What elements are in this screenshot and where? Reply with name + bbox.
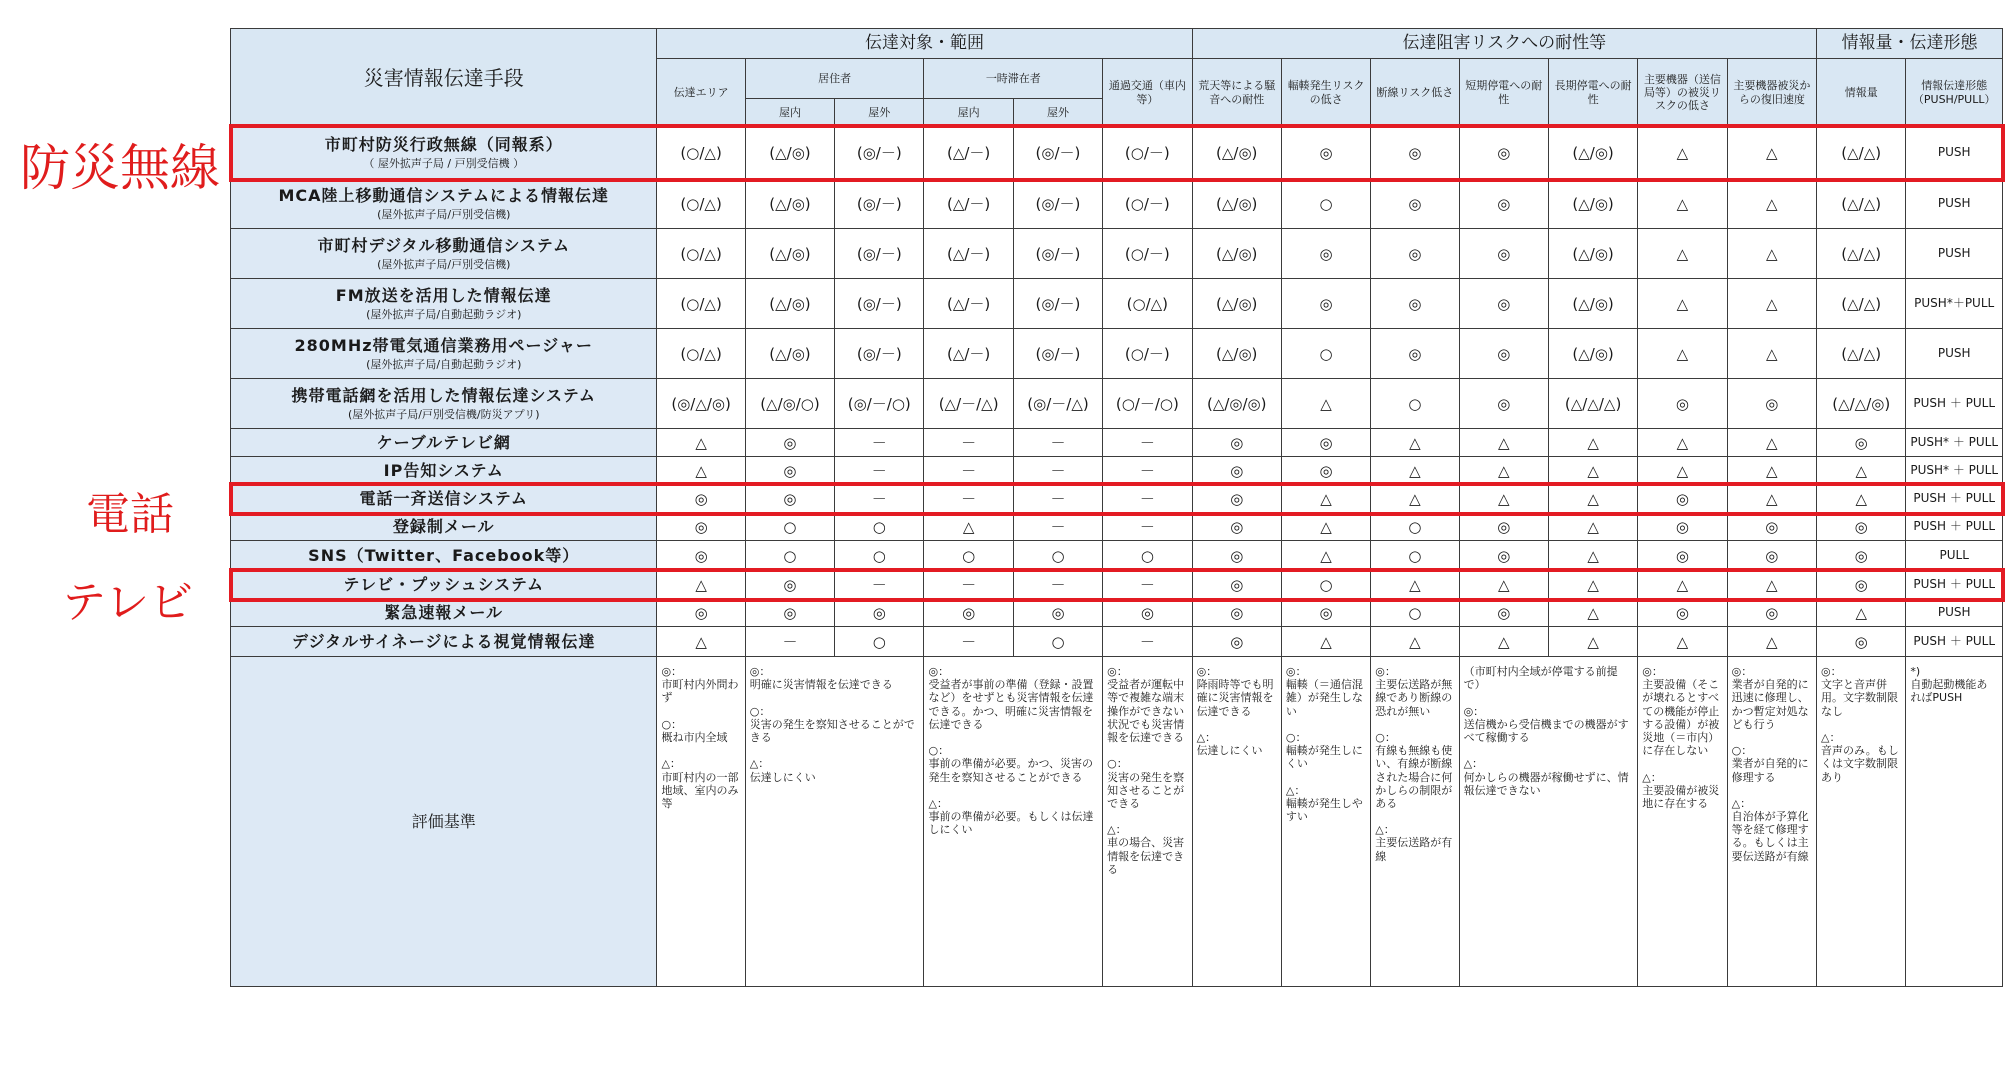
table-row [231,599,2003,627]
method-name: FM放送を活用した情報伝達 [335,286,552,306]
rating-cell: △ [1281,627,1370,657]
rating-cell: (△/△) [1817,329,1906,379]
rating-cell: (◎/－/○) [835,379,924,429]
rating-cell: (△/◎/◎) [1192,379,1281,429]
rating-cell: ◎ [1459,229,1548,279]
rating-cell: (△/△) [1817,279,1906,329]
rating-cell: △ [1727,429,1816,457]
rating-cell: ◎ [1459,599,1548,627]
rating-cell: ◎ [1371,229,1459,279]
criteria-storm: ◎： 降雨時等でも明確に災害情報を伝達できる △： 伝達しにくい [1192,657,1281,987]
rating-cell: ○ [1013,627,1102,657]
criteria-line-risk: ◎： 主要伝送路が無線であり断線の恐れが無い ○： 有線も無線も使い、有線が断線された場合に何かしらの制限がある △： 主要伝送路が有線 [1371,657,1459,987]
group-risk-tolerance: 伝達阻害リスクへの耐性等 [1192,29,1816,59]
rating-cell: (○/△) [657,127,745,179]
rating-cell: △ [1459,485,1548,513]
rating-cell: ◎ [1459,329,1548,379]
rating-cell: △ [1727,627,1816,657]
rating-cell: (○/△) [1103,279,1192,329]
rating-cell: ○ [835,627,924,657]
rating-cell: ◎ [1727,541,1816,571]
rating-cell: ◎ [1459,279,1548,329]
side-label-denwa: 電話 [86,489,174,540]
col-short-outage: 短期停電への耐性 [1459,59,1548,127]
col-residents-outdoor: 屋外 [835,99,924,127]
rating-cell: (△/△) [1817,179,1906,229]
rating-cell: △ [1548,429,1637,457]
method-name: デジタルサイネージによる視覚情報伝達 [292,631,596,651]
rating-cell: PUSH* ＋ PULL [1906,429,2003,457]
rating-cell: － [924,429,1013,457]
rating-cell: ◎ [1638,599,1727,627]
rating-cell: △ [1727,279,1816,329]
criteria-label: 評価基準 [231,657,657,987]
method-subtitle: (屋外拡声子局/自動起動ラジオ) [366,307,522,321]
rating-cell: △ [1548,485,1637,513]
rating-cell: △ [1459,429,1548,457]
rating-cell: － [1013,457,1102,485]
rating-cell: (○/△) [657,279,745,329]
rating-cell: (○/－) [1103,127,1192,179]
criteria-recovery: ◎： 業者が自発的に迅速に修理し、かつ暫定対処なども行う ○： 業者が自発的に修理する △： 自治体が予算化等を経て修理する。もしくは主要伝送路が有線 [1727,657,1816,987]
rating-cell: △ [1817,457,1906,485]
rating-cell: － [1103,485,1192,513]
rating-cell: △ [1371,457,1459,485]
rating-cell: △ [1638,457,1727,485]
rating-cell: ◎ [1638,485,1727,513]
rating-cell: △ [1638,571,1727,599]
rating-cell: (△/◎) [1548,179,1637,229]
rating-cell: － [1103,429,1192,457]
method-name: 280MHz帯電気通信業務用ページャー [294,336,593,356]
rating-cell: △ [1727,485,1816,513]
rating-cell: (○/△) [657,329,745,379]
rating-cell: － [1103,513,1192,541]
rating-cell: (△/◎) [745,279,834,329]
method-subtitle: （ 屋外拡声子局 / 戸別受信機 ） [363,156,525,170]
rating-cell: (△/◎) [1192,127,1281,179]
criteria-area: ◎： 市町村内外問わず ○： 概ね市内全域 △： 市町村内の一部地域、室内のみ等 [657,657,745,987]
rating-cell: ◎ [1817,541,1906,571]
rating-cell: ◎ [1192,457,1281,485]
rating-cell: － [835,457,924,485]
rating-cell: ◎ [835,599,924,627]
method-name: ケーブルテレビ網 [376,432,511,452]
rating-cell: △ [1638,429,1727,457]
rating-cell: － [924,627,1013,657]
rating-cell: (△/◎) [745,179,834,229]
rating-cell: (△/◎) [1548,127,1637,179]
criteria-row [231,657,2003,987]
criteria-visitors: ◎： 受益者が事前の準備（登録・設置など）をせずとも災害情報を伝達できる。かつ、明確に災害情報を伝達できる ○： 事前の準備が必要。かつ、災害の発生を察知させることができる △： 事前の準備が必要。もしくは伝達しにくい [924,657,1103,987]
rating-cell: ○ [745,541,834,571]
rating-cell: △ [1638,127,1727,179]
rating-cell: ○ [835,513,924,541]
rating-cell: － [1103,457,1192,485]
col-congestion: 輻輳発生リスクの低さ [1281,59,1370,127]
rating-cell: ◎ [1013,599,1102,627]
table-row [231,485,2003,513]
rating-cell: (◎/－) [1013,229,1102,279]
rating-cell: － [745,627,834,657]
rating-cell: (◎/－) [835,279,924,329]
rating-cell: △ [1548,457,1637,485]
group-info-volume-form: 情報量・伝達形態 [1817,29,2003,59]
rating-cell: ◎ [1192,541,1281,571]
rating-cell: (◎/－/△) [1013,379,1102,429]
rating-cell: △ [1459,627,1548,657]
rating-cell: △ [1638,229,1727,279]
rating-cell: ○ [1371,513,1459,541]
criteria-congestion: ◎： 輻輳（＝通信混雑）が発生しない ○： 輻輳が発生しにくい △： 輻輳が発生しやすい [1281,657,1370,987]
rating-cell: (△/△/◎) [1817,379,1906,429]
method-name-cell [231,513,657,541]
rating-cell: △ [1638,627,1727,657]
rating-cell: △ [1817,599,1906,627]
rating-cell: △ [1371,627,1459,657]
rating-cell: (△/◎) [1548,329,1637,379]
rating-cell: (◎/－) [1013,127,1102,179]
rating-cell: ◎ [745,485,834,513]
rating-cell: PUSH [1906,179,2003,229]
rating-cell: ○ [1103,541,1192,571]
rating-cell: (△/△) [1817,127,1906,179]
rating-cell: (△/◎) [1548,279,1637,329]
rating-cell: ◎ [657,541,745,571]
method-subtitle: (屋外拡声子局/戸別受信機/防災アプリ) [347,407,540,421]
col-volume: 情報量 [1817,59,1906,127]
col-storm: 荒天等による騒音への耐性 [1192,59,1281,127]
rating-cell: (△/◎) [1192,229,1281,279]
group-target-range: 伝達対象・範囲 [657,29,1192,59]
rating-cell: ○ [1281,329,1370,379]
rating-cell: (◎/△/◎) [657,379,745,429]
rating-cell: PULL [1906,541,2003,571]
rating-cell: (○/－) [1103,229,1192,279]
rating-cell: (△/△) [1817,229,1906,279]
rating-cell: ◎ [1103,599,1192,627]
rating-cell: △ [1727,457,1816,485]
side-label-terebi: テレビ [62,577,194,628]
rating-cell: △ [657,571,745,599]
rating-cell: ◎ [657,513,745,541]
rating-cell: － [924,457,1013,485]
rating-cell: ○ [1281,179,1370,229]
col-residents-indoor: 屋内 [745,99,834,127]
rating-cell: ◎ [1727,379,1816,429]
rating-cell: － [1013,571,1102,599]
rating-cell: ◎ [924,599,1013,627]
rating-cell: ◎ [1192,513,1281,541]
method-name: SNS（Twitter、Facebook等） [308,545,580,565]
rating-cell: ◎ [1281,599,1370,627]
rating-cell: ○ [924,541,1013,571]
col-area: 伝達エリア [657,59,745,127]
rating-cell: ◎ [1459,513,1548,541]
table-row [231,541,2003,571]
rating-cell: (△/◎) [745,127,834,179]
rating-cell: △ [657,457,745,485]
rating-cell: ◎ [1817,429,1906,457]
rating-cell: ◎ [745,429,834,457]
criteria-outage: （市町村内全域が停電する前提で） ◎： 送信機から受信機までの機器がすべて稼働する △： 何かしらの機器が稼働せずに、情報伝達できない [1459,657,1638,987]
rating-cell: ◎ [1817,627,1906,657]
rating-cell: △ [1638,279,1727,329]
rating-cell: △ [1281,513,1370,541]
table-row [231,429,2003,457]
rating-cell: － [924,571,1013,599]
rating-cell: － [1013,429,1102,457]
rating-cell: ◎ [1192,485,1281,513]
criteria-volume: ◎： 文字と音声併用。文字数制限なし △： 音声のみ。もしくは文字数制限あり [1817,657,1906,987]
rating-cell: △ [1371,429,1459,457]
rating-cell: (△/◎) [1192,329,1281,379]
rating-cell: ◎ [1459,379,1548,429]
rating-cell: △ [924,513,1013,541]
rating-cell: (◎/－) [1013,179,1102,229]
rating-cell: － [1013,513,1102,541]
table-row [231,379,2003,429]
rating-cell: △ [1727,329,1816,379]
method-name-cell [231,541,657,571]
col-visitors: 一時滞在者 [924,59,1103,99]
col-line-risk: 断線リスク低さ [1371,59,1459,127]
rating-cell: △ [657,627,745,657]
rating-cell: PUSH ＋ PULL [1906,379,2003,429]
rating-cell: ○ [1371,379,1459,429]
rating-cell: ◎ [745,457,834,485]
rating-cell: ◎ [1371,279,1459,329]
rating-cell: △ [1548,541,1637,571]
rating-cell: (○/－) [1103,329,1192,379]
rating-cell: △ [1548,571,1637,599]
method-name-cell [231,279,657,329]
method-name-cell [231,179,657,229]
rating-cell: (○/－) [1103,179,1192,229]
rating-cell: ◎ [657,485,745,513]
method-name-cell [231,599,657,627]
rating-cell: － [1103,627,1192,657]
method-name: テレビ・プッシュシステム [343,574,545,594]
rating-cell: △ [1548,599,1637,627]
rating-cell: △ [1727,179,1816,229]
rating-cell: (△/－) [924,279,1013,329]
col-form: 情報伝達形態（PUSH/PULL） [1906,59,2003,127]
method-name-cell [231,379,657,429]
rating-cell: PUSH ＋ PULL [1906,513,2003,541]
rating-cell: (△/－) [924,127,1013,179]
rating-cell: ◎ [1192,429,1281,457]
rating-cell: ◎ [1817,513,1906,541]
method-name-cell [231,329,657,379]
method-name: IP告知システム [383,460,504,480]
rating-cell: ◎ [1281,429,1370,457]
rating-cell: (△/◎) [745,229,834,279]
rating-cell: ◎ [745,599,834,627]
rating-cell: (△/－) [924,329,1013,379]
method-subtitle: (屋外拡声子局/戸別受信機) [377,207,511,221]
side-label-bousai-musen: 防災無線 [20,139,220,197]
rating-cell: PUSH* ＋ PULL [1906,457,2003,485]
rating-cell: △ [1281,541,1370,571]
method-name: 市町村防災行政無線（同報系） [324,135,563,155]
rating-cell: ◎ [1638,541,1727,571]
table-row [231,329,2003,379]
rating-cell: ◎ [1638,513,1727,541]
rating-cell: △ [1281,485,1370,513]
rating-cell: ◎ [1817,571,1906,599]
method-subtitle: (屋外拡声子局/自動起動ラジオ) [366,357,522,371]
rating-cell: (○/△) [657,229,745,279]
table-row [231,279,2003,329]
criteria-traffic: ◎： 受益者が運転中等で複雑な端末操作ができない状況でも災害情報を伝達できる ○： 災害の発生を察知させることができる △： 車の場合、災害情報を伝達できる [1103,657,1192,987]
rating-cell: △ [1459,457,1548,485]
col-long-outage: 長期停電への耐性 [1548,59,1637,127]
rating-cell: ◎ [1281,229,1370,279]
rating-cell: ◎ [1371,329,1459,379]
table-row [231,627,2003,657]
rating-cell: △ [1638,329,1727,379]
rating-cell: (○/△) [657,179,745,229]
method-name: 携帯電話網を活用した情報伝達システム [291,386,596,406]
rating-cell: ◎ [1638,379,1727,429]
rating-cell: ◎ [745,571,834,599]
method-name-cell [231,571,657,599]
rating-cell: － [835,571,924,599]
disaster-info-comparison-table [230,28,2003,987]
rating-cell: ○ [1371,599,1459,627]
rating-cell: (◎/－) [835,329,924,379]
rating-cell: － [1013,485,1102,513]
rating-cell: ◎ [1371,179,1459,229]
rating-cell: PUSH [1906,229,2003,279]
table-row [231,457,2003,485]
rating-cell: PUSH ＋ PULL [1906,571,2003,599]
rating-cell: △ [1727,571,1816,599]
rating-cell: (◎/－) [1013,329,1102,379]
method-name: 登録制メール [392,516,495,536]
table-row [231,229,2003,279]
rating-cell: △ [1371,485,1459,513]
method-subtitle: (屋外拡声子局/戸別受信機) [377,257,511,271]
criteria-equip-risk: ◎： 主要設備（そこが壊れるとすべての機能が停止する設備）が被災地（＝市内）に存在しない △： 主要設備が被災地に存在する [1638,657,1727,987]
method-name-cell [231,229,657,279]
rating-cell: △ [1371,571,1459,599]
rating-cell: ○ [835,541,924,571]
rating-cell: △ [1281,379,1370,429]
col-recovery: 主要機器被災からの復旧速度 [1727,59,1816,127]
rating-cell: PUSH [1906,599,2003,627]
rating-cell: ○ [1281,571,1370,599]
method-name-cell [231,457,657,485]
table-row [231,179,2003,229]
rating-cell: (◎/－) [835,127,924,179]
rating-cell: (△/◎) [745,329,834,379]
method-name-cell [231,485,657,513]
rating-cell: － [1103,571,1192,599]
method-name: 市町村デジタル移動通信システム [317,236,570,256]
col-visitors-outdoor: 屋外 [1013,99,1102,127]
table-row [231,127,2003,179]
rating-cell: (△/－) [924,229,1013,279]
rating-cell: (○/－/○) [1103,379,1192,429]
rating-cell: ◎ [1371,127,1459,179]
rating-cell: ◎ [1727,513,1816,541]
rating-cell: △ [657,429,745,457]
rating-cell: ◎ [1281,457,1370,485]
method-name: 緊急速報メール [384,602,504,622]
rating-cell: ◎ [657,599,745,627]
rating-cell: ◎ [1459,127,1548,179]
method-name-cell [231,127,657,179]
col-traffic: 通過交通（車内等） [1103,59,1192,127]
rating-cell: (△/△/△) [1548,379,1637,429]
header-main-title: 災害情報伝達手段 [231,29,657,127]
rating-cell: PUSH [1906,329,2003,379]
rating-cell: (△/－/△) [924,379,1013,429]
rating-cell: ◎ [1459,541,1548,571]
rating-cell: ◎ [1192,571,1281,599]
rating-cell: ○ [745,513,834,541]
col-residents: 居住者 [745,59,924,99]
table-row [231,513,2003,541]
rating-cell: ◎ [1727,599,1816,627]
rating-cell: △ [1727,127,1816,179]
rating-cell: － [835,429,924,457]
rating-cell: (◎/－) [835,229,924,279]
rating-cell: (△/◎/○) [745,379,834,429]
rating-cell: (△/◎) [1192,179,1281,229]
rating-cell: △ [1548,513,1637,541]
rating-cell: (◎/－) [1013,279,1102,329]
rating-cell: ○ [1013,541,1102,571]
rating-cell: △ [1548,627,1637,657]
col-visitors-indoor: 屋内 [924,99,1013,127]
rating-cell: △ [1459,571,1548,599]
rating-cell: ○ [1371,541,1459,571]
rating-cell: ◎ [1281,127,1370,179]
rating-cell: ◎ [1192,627,1281,657]
method-name: 電話一斉送信システム [359,488,528,508]
rating-cell: △ [1638,179,1727,229]
rating-cell: (◎/－) [835,179,924,229]
rating-cell: ◎ [1281,279,1370,329]
rating-cell: (△/－) [924,179,1013,229]
rating-cell: PUSH ＋ PULL [1906,485,2003,513]
rating-cell: PUSH ＋ PULL [1906,627,2003,657]
criteria-residents: ◎： 明確に災害情報を伝達できる ○： 災害の発生を察知させることができる △： 伝達しにくい [745,657,924,987]
criteria-form: *) 自動起動機能あればPUSH [1906,657,2003,987]
rating-cell: PUSH*＋PULL [1906,279,2003,329]
rating-cell: － [924,485,1013,513]
method-name-cell [231,627,657,657]
rating-cell: △ [1727,229,1816,279]
rating-cell: ◎ [1192,599,1281,627]
rating-cell: △ [1817,485,1906,513]
rating-cell: PUSH [1906,127,2003,179]
rating-cell: ◎ [1459,179,1548,229]
rating-cell: － [835,485,924,513]
table-row [231,571,2003,599]
col-equip-risk: 主要機器（送信局等）の被災リスクの低さ [1638,59,1727,127]
method-name-cell [231,429,657,457]
method-name: MCA陸上移動通信システムによる情報伝達 [278,186,609,206]
rating-cell: (△/◎) [1548,229,1637,279]
rating-cell: (△/◎) [1192,279,1281,329]
